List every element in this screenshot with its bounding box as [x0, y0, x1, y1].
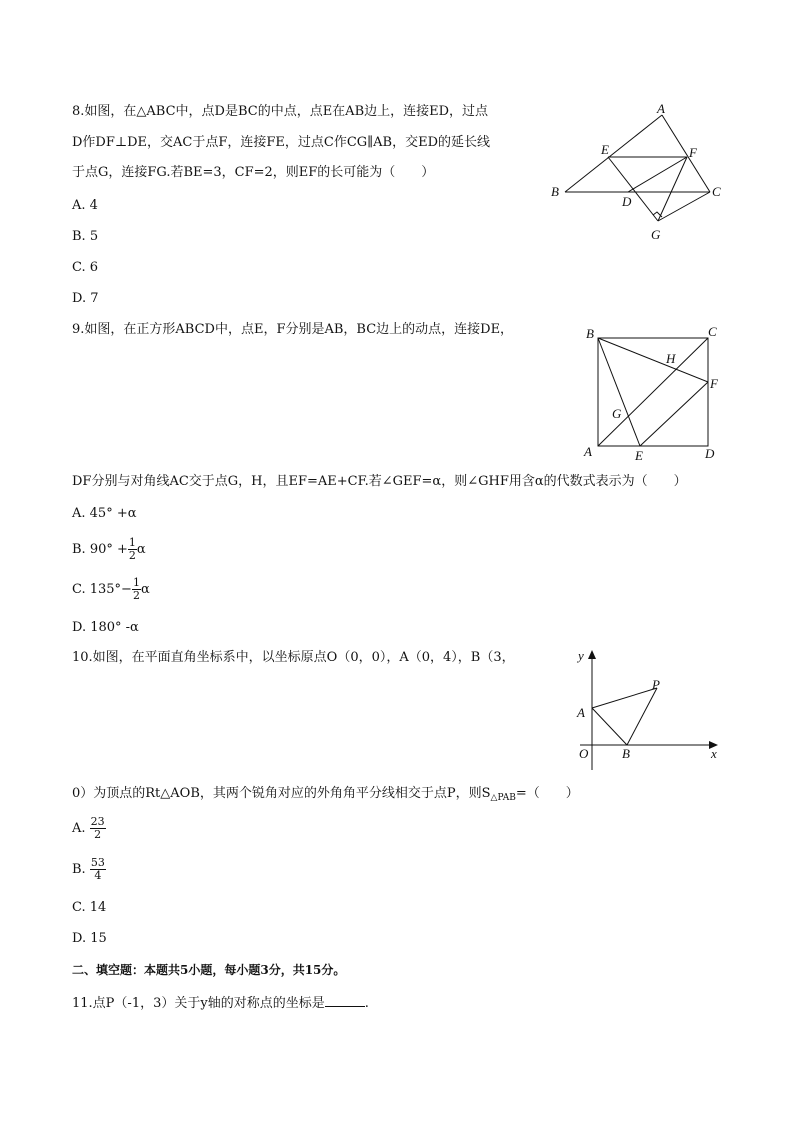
q9-option-c-num: 1	[132, 576, 140, 589]
q10-line2-prefix: 0）为顶点的Rt△AOB，其两个锐角对应的外角角平分线相交于点P，则S	[72, 786, 491, 801]
q9-option-b-fraction	[128, 537, 137, 562]
q10-option-d: D. 15	[72, 931, 107, 946]
q9-option-b-suffix: α	[136, 542, 146, 557]
q10-line2-suffix: =（ ）	[515, 786, 579, 801]
q11-text: 11.点P（-1，3）关于y轴的对称点的坐标是	[72, 996, 325, 1011]
q8-line2: D作DF⊥DE，交AC于点F，连接FE，过点C作CG∥AB，交ED的延长线	[72, 135, 491, 150]
q9-label-b: B	[586, 326, 594, 341]
q9-label-h: H	[666, 351, 676, 366]
q10-option-a-den: 2	[94, 828, 102, 841]
q9-label-f: F	[710, 376, 718, 391]
q9-option-b-den: 2	[128, 549, 136, 562]
q11-tail: .	[364, 996, 369, 1011]
y-axis-arrow-icon	[588, 650, 596, 659]
q10-label-x: x	[711, 746, 717, 761]
q10-option-b-num: 53	[90, 856, 105, 869]
q10-option-b-label: B.	[72, 862, 86, 877]
q10-option-b-den: 4	[94, 869, 102, 882]
q9-option-c-suffix: α	[140, 582, 150, 597]
q10-line2-subscript: △PAB	[490, 793, 516, 803]
q9-option-b-prefix: B. 90° +	[72, 542, 128, 557]
q9-option-a: A. 45° +α	[72, 506, 137, 521]
q10-line2	[72, 786, 579, 806]
q8-line1: 8.如图，在△ABC中，点D是BC的中点，点E在AB边上，连接ED，过点	[72, 104, 489, 119]
q10-option-a-num: 23	[90, 815, 105, 828]
q8-label-d: D	[622, 194, 632, 209]
q10-option-a	[72, 812, 106, 846]
q8-label-a: A	[657, 101, 665, 116]
q10-label-y: y	[578, 648, 584, 663]
q10-coordinate-figure	[570, 645, 730, 775]
q9-label-e: E	[635, 448, 643, 462]
q9-option-d: D. 180° -α	[72, 620, 139, 635]
q10-label-a: A	[577, 705, 585, 720]
q11-line	[72, 994, 369, 1012]
q10-option-b	[72, 853, 106, 887]
q9-option-b-num: 1	[128, 536, 136, 549]
q8-label-g: G	[651, 227, 661, 242]
section-2-heading: 二、填空题：本题共5小题，每小题3分，共15分。	[72, 963, 346, 977]
q8-triangle-figure	[545, 100, 730, 245]
q8-label-b: B	[551, 184, 559, 199]
q10-label-b: B	[622, 746, 630, 761]
q10-line1: 10.如图，在平面直角坐标系中，以坐标原点O（0，0），A（0，4），B（3，	[72, 650, 515, 665]
q9-label-a: A	[584, 444, 592, 459]
q9-label-c: C	[708, 324, 717, 339]
q8-option-d: D. 7	[72, 291, 99, 306]
q10-option-c: C. 14	[72, 900, 107, 915]
q10-label-o: O	[579, 746, 589, 761]
q9-label-g: G	[612, 406, 622, 421]
q8-option-b: B. 5	[72, 229, 99, 244]
q10-label-p: P	[652, 677, 660, 692]
q10-option-b-fraction	[90, 857, 106, 882]
q9-line2: DF分别与对角线AC交于点G，H，且EF=AE+CF.若∠GEF=α，则∠GHF用含α的代数式表示为（ ）	[72, 474, 687, 489]
q11-answer-blank	[325, 994, 365, 1007]
q9-option-b	[72, 535, 146, 565]
q8-line3: 于点G，连接FG.若BE=3，CF=2，则EF的长可能为（ ）	[72, 165, 435, 180]
q8-label-c: C	[712, 184, 721, 199]
q9-option-c-den: 2	[132, 589, 140, 602]
q8-label-e: E	[601, 142, 609, 157]
q9-label-d: D	[705, 446, 715, 461]
q9-option-c	[72, 575, 150, 605]
q10-option-a-fraction	[90, 816, 106, 841]
q10-option-a-label: A.	[72, 821, 86, 836]
q9-option-c-prefix: C. 135°−	[72, 582, 132, 597]
q9-line1: 9.如图，在正方形ABCD中，点E，F分别是AB，BC边上的动点，连接DE，	[72, 322, 514, 337]
q9-square-figure	[582, 322, 722, 462]
q8-label-f: F	[689, 145, 697, 160]
q9-option-c-fraction	[132, 577, 141, 602]
q8-option-c: C. 6	[72, 260, 99, 275]
q8-option-a: A. 4	[72, 198, 98, 213]
